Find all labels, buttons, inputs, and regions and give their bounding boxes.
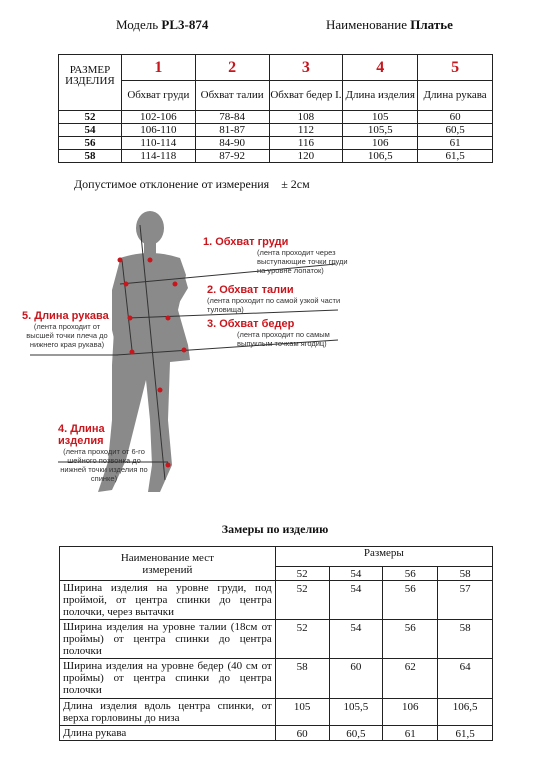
value-cell: 54 — [329, 581, 383, 620]
column-number-4: 4 — [343, 55, 418, 81]
column-number-1: 1 — [121, 55, 195, 81]
name-value: Платье — [410, 17, 453, 32]
value-cell: 61 — [418, 137, 493, 150]
table-row — [59, 111, 493, 124]
value-cell: 106 — [343, 137, 418, 150]
value-cell: 61,5 — [438, 726, 493, 741]
value-cell: 60,5 — [418, 124, 493, 137]
sleeve-label-sub: (лента проходит от высшей точки плеча до нижнего края рукава) — [26, 322, 108, 349]
value-cell: 106 — [383, 699, 438, 726]
chest-label — [203, 236, 353, 275]
value-cell: 108 — [269, 111, 343, 124]
measure-name: Длина рукава — [60, 726, 276, 741]
value-cell: 52 — [275, 620, 329, 659]
column-number-5: 5 — [418, 55, 493, 81]
table-row — [60, 659, 493, 699]
size-corner-label: РАЗМЕР ИЗДЕЛИЯ — [59, 55, 122, 111]
table-row — [59, 124, 493, 137]
table-row — [60, 726, 493, 741]
value-cell: 102-106 — [121, 111, 195, 124]
value-cell: 61,5 — [418, 150, 493, 163]
measure-name: Ширина изделия на уровне бедер (40 см от проймы) от центра спинки до центра полочки — [60, 659, 276, 699]
length-label — [58, 423, 150, 483]
value-cell: 56 — [383, 581, 438, 620]
value-cell: 114-118 — [121, 150, 195, 163]
column-header-chest: Обхват груди — [121, 81, 195, 111]
header-sizes: Размеры — [275, 547, 492, 567]
size-table — [58, 54, 493, 163]
value-cell: 105,5 — [329, 699, 383, 726]
name-label: Наименование — [326, 17, 407, 32]
hips-label-title: 3. Обхват бедер — [207, 318, 295, 330]
table-row — [60, 620, 493, 659]
value-cell: 106-110 — [121, 124, 195, 137]
size-header: 56 — [383, 567, 438, 581]
garment-table — [59, 546, 493, 741]
waist-label — [207, 284, 347, 314]
size-header: 54 — [329, 567, 383, 581]
deviation-text: Допустимое отклонение от измерения — [74, 177, 270, 191]
value-cell: 112 — [269, 124, 343, 137]
column-number-3: 3 — [269, 55, 343, 81]
table-row — [59, 137, 493, 150]
waist-label-title: 2. Обхват талии — [207, 284, 294, 296]
value-cell: 56 — [383, 620, 438, 659]
measure-name: Длина изделия вдоль центра спинки, от верха горловины до низа — [60, 699, 276, 726]
name-label-group — [326, 17, 453, 33]
model-value: PL3-874 — [161, 17, 209, 32]
size-cell: 52 — [59, 111, 122, 124]
value-cell: 62 — [383, 659, 438, 699]
value-cell: 58 — [275, 659, 329, 699]
size-cell: 54 — [59, 124, 122, 137]
length-label-sub: (лента проходит от 6-го шейного позвонка до нижней точки изделия по спинке) — [60, 447, 148, 483]
deviation-note — [74, 177, 310, 192]
size-cell: 56 — [59, 137, 122, 150]
value-cell: 116 — [269, 137, 343, 150]
value-cell: 105 — [275, 699, 329, 726]
value-cell: 120 — [269, 150, 343, 163]
value-cell: 105 — [343, 111, 418, 124]
value-cell: 60 — [329, 659, 383, 699]
model-label-group — [116, 17, 208, 33]
column-number-2: 2 — [195, 55, 269, 81]
sleeve-label-title: 5. Длина рукава — [22, 310, 109, 322]
value-cell: 52 — [275, 581, 329, 620]
value-cell: 84-90 — [195, 137, 269, 150]
column-header-length: Длина изделия — [343, 81, 418, 111]
waist-label-sub: (лента проходит по самой узкой части туловища) — [207, 296, 341, 314]
column-header-sleeve: Длина рукава — [418, 81, 493, 111]
model-label: Модель — [116, 17, 159, 32]
value-cell: 106,5 — [343, 150, 418, 163]
value-cell: 54 — [329, 620, 383, 659]
chest-label-sub: (лента проходит через выступающие точки груди на уровне лопаток) — [257, 248, 348, 275]
measure-name: Ширина изделия на уровне талии (18см от проймы) от центра спинки до центра полочки — [60, 620, 276, 659]
hips-label-sub: (лента проходит по самым выпуклым точкам ягодиц) — [237, 330, 330, 348]
deviation-value: ± 2см — [281, 177, 310, 191]
value-cell: 58 — [438, 620, 493, 659]
value-cell: 106,5 — [438, 699, 493, 726]
value-cell: 60 — [418, 111, 493, 124]
value-cell: 105,5 — [343, 124, 418, 137]
size-header: 52 — [275, 567, 329, 581]
value-cell: 81-87 — [195, 124, 269, 137]
value-cell: 110-114 — [121, 137, 195, 150]
value-cell: 78-84 — [195, 111, 269, 124]
size-cell: 58 — [59, 150, 122, 163]
value-cell: 57 — [438, 581, 493, 620]
chest-label-title: 1. Обхват груди — [203, 236, 289, 248]
sleeve-label — [22, 310, 112, 349]
table-row — [60, 581, 493, 620]
value-cell: 64 — [438, 659, 493, 699]
size-header: 58 — [438, 567, 493, 581]
value-cell: 60,5 — [329, 726, 383, 741]
length-label-title: 4. Длина изделия — [58, 423, 105, 447]
value-cell: 87-92 — [195, 150, 269, 163]
value-cell: 60 — [275, 726, 329, 741]
value-cell: 61 — [383, 726, 438, 741]
column-header-waist: Обхват талии — [195, 81, 269, 111]
column-header-hips: Обхват бедер I. — [269, 81, 343, 111]
measure-name: Ширина изделия на уровне груди, под проймой, от центра спинки до центра полочки, через вытачки — [60, 581, 276, 620]
table-row — [60, 699, 493, 726]
section-title: Замеры по изделию — [221, 522, 329, 536]
table-row — [59, 150, 493, 163]
header-measure-name: Наименование мест измерений — [60, 547, 276, 581]
hips-label — [207, 318, 347, 348]
